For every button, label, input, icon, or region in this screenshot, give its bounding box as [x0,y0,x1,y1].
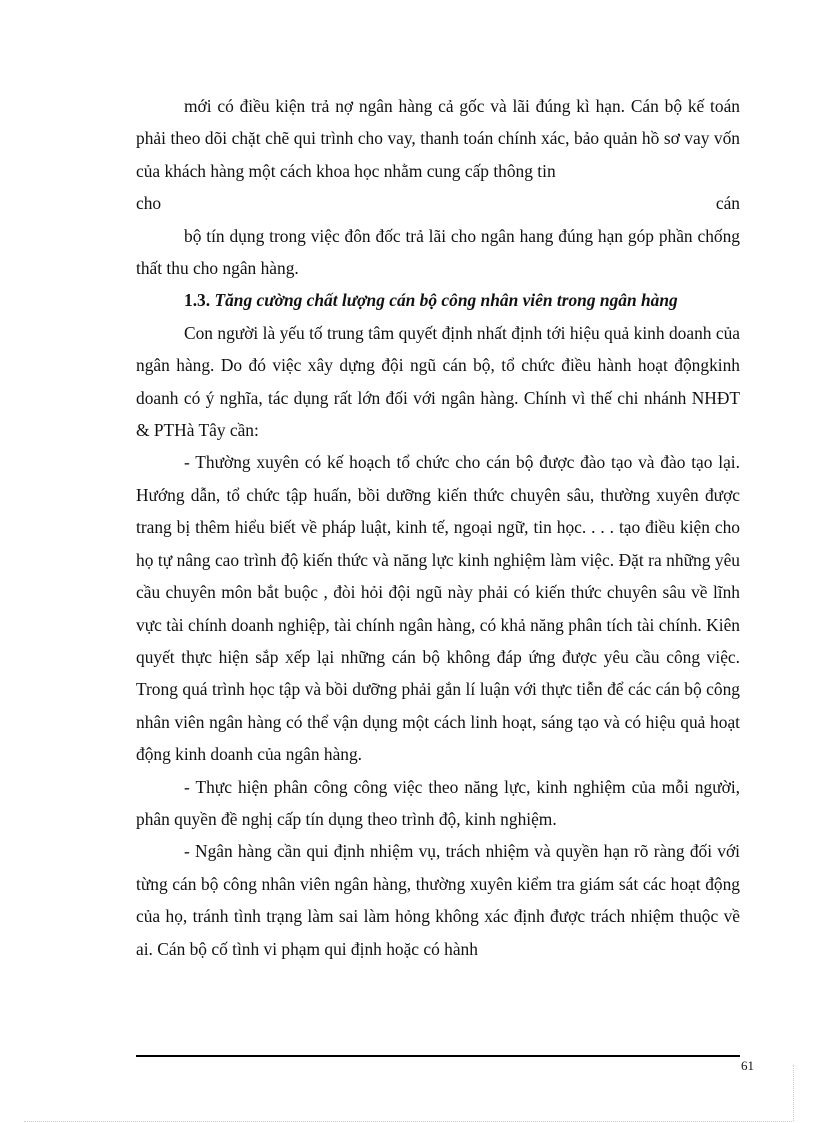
paragraph-3: - Thường xuyên có kế hoạch tổ chức cho cán bộ được đào tạo và đào tạo lại. Hướng dẫn, tổ chức tập huấn, bồi dưỡng kiến thức chuyên sâu, thường xuyên được trang bị thêm hiểu biết về pháp luật, kinh tế, ngoại ngữ, tin học. . . . tạo điều kiện cho họ tự nâng cao trình độ kiến thức và năng lực kinh nghiệm làm việc. Đặt ra những yêu cầu chuyên môn bắt buộc , đòi hỏi đội ngũ này phải có kiến thức chuyên sâu về lĩnh vực tài chính doanh nghiệp, tài chính ngân hàng, có khả năng phân tích tài chính. Kiên quyết thực hiện sắp xếp lại những cán bộ không đáp ứng được yêu cầu công việc. Trong quá trình học tập và bồi dưỡng phải gắn lí luận với thực tiễn để các cán bộ công nhân viên ngân hàng có thể vận dụng một cách linh hoạt, sáng tạo và có hiệu quả hoạt động kinh doanh của ngân hàng. [136,452,740,765]
paragraph-1: mới có điều kiện trả nợ ngân hàng cả gốc và lãi đúng kì hạn. Cán bộ kế toán phải theo dõi chặt chẽ qui trình cho vay, thanh toán chính xác, bảo quản hồ sơ vay vốn của khách hàng một cách khoa học nhằm cung cấp thông tin [136,96,740,181]
footer-rule [136,1055,740,1057]
paragraph-4: - Thực hiện phân công công việc theo năng lực, kinh nghiệm của mỗi người, phân quyền đề nghị cấp tín dụng theo trình độ, kinh nghiệm. [136,776,740,829]
bottom-dotted-border [24,1121,792,1122]
section-heading [136,284,740,316]
page-number: 61 [741,1058,754,1073]
body-text [136,90,740,965]
paragraph-1-tail: bộ tín dụng trong việc đôn đốc trả lãi cho ngân hang đúng hạn góp phần chống thất thu cho ngân hàng. [136,225,740,279]
section-heading-text: Tăng cường chất lượng cán bộ công nhân viên trong ngân hàng [214,290,678,311]
section-heading-number: 1.3. [184,290,211,311]
paragraph-5: - Ngân hàng cần qui định nhiệm vụ, trách nhiệm và quyền hạn rõ ràng đối với từng cán bộ công nhân viên ngân hàng, thường xuyên kiểm tra giám sát các hoạt động của họ, tránh tình trạng làm sai làm hỏng không xác định được trách nhiệm thuộc về ai. Cán bộ cố tình vi phạm qui định hoặc có hành [136,841,740,959]
paragraph-2: Con người là yếu tố trung tâm quyết định nhất định tới hiệu quả kinh doanh của ngân hàng. Do đó việc xây dựng đội ngũ cán bộ, tổ chức điều hành hoạt độngkinh doanh có ý nghĩa, tác dụng rất lớn đối với ngân hàng. Chính vì thế chi nhánh NHĐT & PTHà Tây cần: [136,322,740,441]
paragraph-1-break-line: cho cán [136,193,740,214]
right-dotted-border [793,1065,794,1121]
